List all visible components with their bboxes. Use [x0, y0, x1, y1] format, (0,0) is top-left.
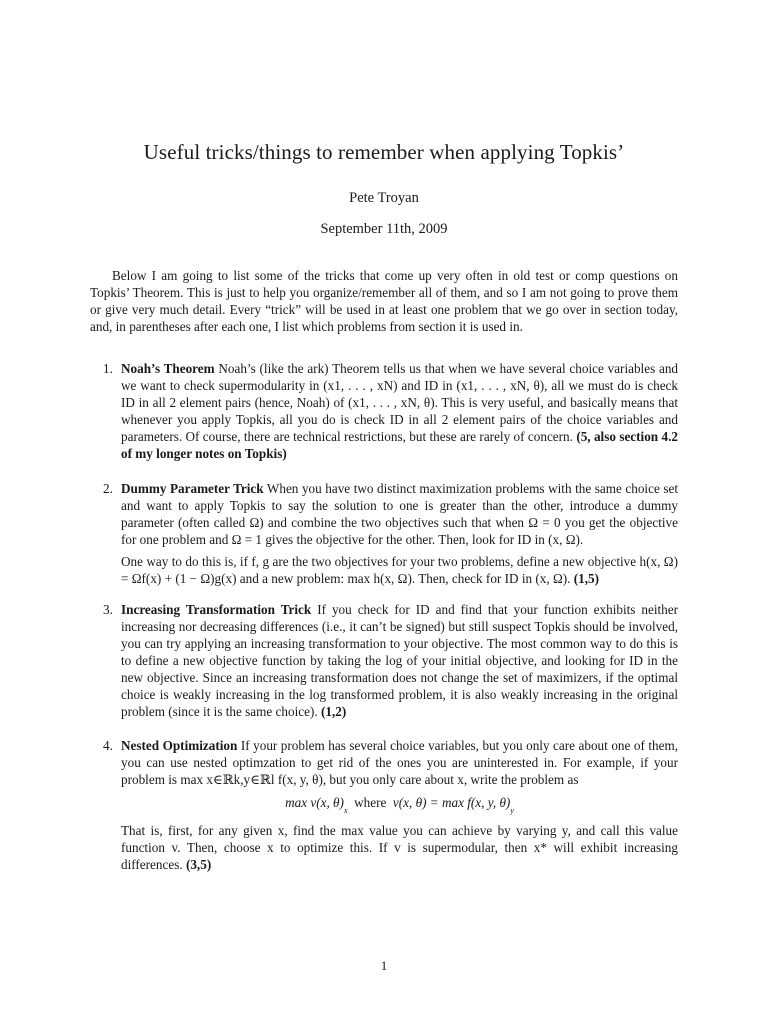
list-item — [90, 360, 678, 462]
page-number: 1 — [380, 958, 388, 973]
item-heading: Increasing Transformation Trick — [121, 602, 312, 617]
display-equation — [121, 794, 678, 814]
list-item — [90, 480, 678, 587]
equation-left: max v(x, θ) — [285, 795, 344, 810]
equation-right-subscript: y — [510, 806, 514, 815]
item-text-continued: That is, first, for any given x, find the max value you can achieve by varying y, and call this value function v. Then, choose x to optimize this. If v is supermodular, then x* will exhibit increasing differences. — [121, 823, 678, 872]
list-item — [90, 601, 678, 720]
item-text-continued: One way to do this is, if f, g are the two objectives for your two problems, define a new objective h(x, Ω) = Ωf(x) + (1 − Ω)g(x) and a new problem: max h(x, Ω). Then, check for ID in (x, Ω). — [121, 554, 678, 586]
item-body — [121, 360, 678, 462]
item-number: 2. — [103, 481, 113, 496]
list-item — [90, 737, 678, 873]
item-heading: Nested Optimization — [121, 738, 238, 753]
document-date: September 11th, 2009 — [320, 221, 448, 237]
item-reference: (1,5) — [573, 571, 600, 586]
item-number: 1. — [103, 361, 113, 376]
item-reference: (3,5) — [185, 857, 212, 872]
item-reference: (5, also section 4.2 of my longer notes on Topkis) — [121, 429, 678, 461]
item-text: When you have two distinct maximization problems with the same choice set and want to apply Topkis to say the solution to one is greater than the other, introduce a dummy parameter (often called Ω) and combine the two objectives such that when Ω = 0 you get the objective for one problem and Ω = 1 gives the objective for the other. Then, look for ID in (x, Ω). — [121, 481, 678, 547]
intro-paragraph: Below I am going to list some of the tricks that come up very often in old test or comp questions on Topkis’ Theorem. This is just to help you organize/remember all of them, and so I am not going to prove them or give very much detail. Every “trick” will be used in at least one problem that we go over in section today, and, in parentheses after each one, I list which problems from section it is used in. — [90, 268, 678, 334]
equation-left-subscript: x — [343, 806, 348, 815]
equation-connector: where — [354, 795, 387, 810]
item-body — [121, 480, 678, 587]
item-body — [121, 601, 678, 720]
document-title: Useful tricks/things to remember when applying Topkis’ — [143, 140, 625, 164]
item-text: Noah’s (like the ark) Theorem tells us that when we have several choice variables and we want to check supermodularity in (x1, . . . , xN) and ID in (x1, . . . , xN, θ), all we must do is check ID in all 2 element pairs (hence, Noah) of (x1, . . . , xN, θ). This is very useful, and basically means that whenever you apply Topkis, all you do is check ID in all 2 element pairs of the choice variables and parameters. Of course, there are technical restrictions, but these are rarely of concern. — [121, 361, 679, 444]
item-body — [121, 737, 678, 873]
author-name: Pete Troyan — [349, 190, 419, 206]
item-heading: Dummy Parameter Trick — [121, 481, 264, 496]
equation-right: v(x, θ) = max f(x, y, θ) — [392, 795, 511, 810]
item-number: 4. — [103, 738, 113, 753]
item-text: If your problem has several choice variables, but you only care about one of them, you can use nested optimzation to get rid of the ones you are uninterested in. For example, if your problem is max x∈ℝk,y∈ℝl f(x, y, θ), but you only care about x, write the problem as — [121, 738, 679, 787]
item-text: If you check for ID and find that your function exhibits neither increasing nor decreasing differences (i.e., it can’t be signed) but still suspect Topkis should be involved, you can try applying an increasing transformation to your objective. The most common way to do this is to define a new objective function by taking the log of your initial objective, and looking for ID in the new objective. Since an increasing transformation does not change the set of maximizers, if the optimal choice is weakly increasing in the log transformed problem, it is also weakly increasing in the original problem (since it is the same choice). — [121, 602, 678, 719]
item-reference: (1,2) — [320, 704, 347, 719]
item-heading: Noah’s Theorem — [121, 361, 215, 376]
item-number: 3. — [103, 602, 113, 617]
